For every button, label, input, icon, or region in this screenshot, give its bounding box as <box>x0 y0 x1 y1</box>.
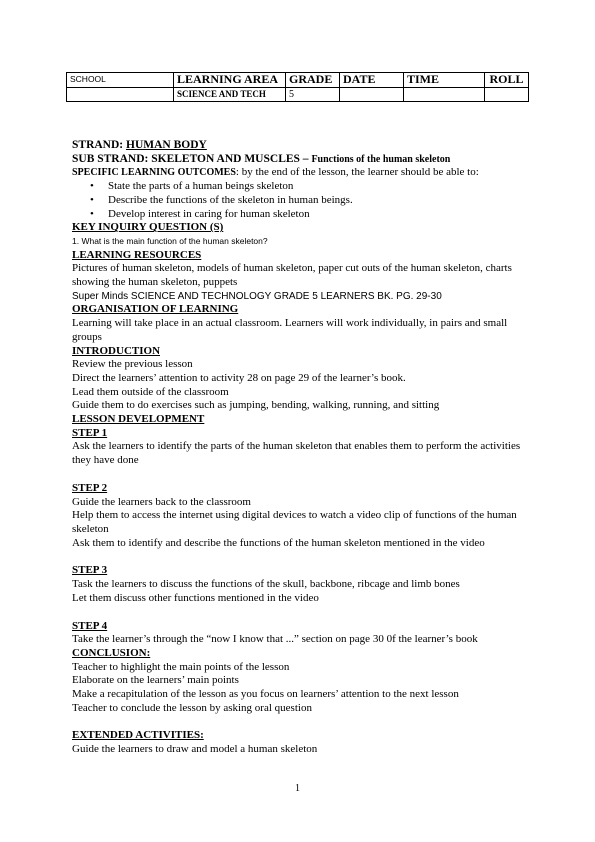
slo-item: • Develop interest in caring for human skeleton <box>108 208 532 222</box>
step-line: Task the learners to discuss the functions of the skull, backbone, ribcage and limb bones <box>72 578 460 591</box>
lesson-development-heading: LESSON DEVELOPMENT <box>72 413 205 426</box>
resources-heading: LEARNING RESOURCES <box>72 248 202 261</box>
step-4-title: STEP 4 <box>72 619 108 632</box>
strand-line <box>72 139 532 153</box>
header-table <box>66 72 529 102</box>
introduction-line: Direct the learners’ attention to activity 28 on page 29 of the learner’s book. <box>72 371 406 384</box>
grade-value: 5 <box>286 87 340 102</box>
key-inquiry-question: 1. What is the main function of the human skeleton? <box>72 235 268 246</box>
organisation-heading: ORGANISATION OF LEARNING <box>72 303 239 316</box>
roll-label: ROLL <box>485 73 529 88</box>
conclusion-line: Elaborate on the learners’ main points <box>72 674 239 687</box>
date-value-cell <box>340 87 404 102</box>
extended-text: Guide the learners to draw and model a human skeleton <box>72 743 318 756</box>
conclusion-line: Make a recapitulation of the lesson as you focus on learners’ attention to the next lesson <box>72 688 459 701</box>
step-line: Let them discuss other functions mentioned in the video <box>72 591 319 604</box>
introduction-line: Review the previous lesson <box>72 358 193 371</box>
slo-item: • Describe the functions of the skeleton in human beings. <box>108 194 532 208</box>
sub-strand-line <box>72 153 532 167</box>
sub-strand-value: Functions of the human skeleton <box>311 153 451 165</box>
conclusion-heading: CONCLUSION: <box>72 646 151 659</box>
time-label: TIME <box>404 73 485 88</box>
step-line: Take the learner’s through the “now I know that ...” section on page 30 0f the learner’s book <box>72 633 478 646</box>
resources-text: Pictures of human skeleton, models of human skeleton, paper cut outs of the human skeleton, charts showing the human skeleton, puppets <box>72 262 512 289</box>
step-line: Guide the learners back to the classroom <box>72 495 251 508</box>
step-1-title: STEP 1 <box>72 426 108 439</box>
step-3-title: STEP 3 <box>72 564 108 577</box>
step-line: Ask them to identify and describe the functions of the human skeleton mentioned in the video <box>72 536 485 549</box>
school-label: SCHOOL <box>67 73 174 88</box>
grade-label: GRADE <box>286 73 340 88</box>
key-inquiry-heading: KEY INQUIRY QUESTION (S) <box>72 221 224 234</box>
conclusion-line: Teacher to highlight the main points of the lesson <box>72 660 290 673</box>
strand-value: HUMAN BODY <box>126 139 207 151</box>
introduction-heading: INTRODUCTION <box>72 344 161 357</box>
step-2-title: STEP 2 <box>72 481 108 494</box>
lesson-plan-body <box>72 139 532 757</box>
date-label: DATE <box>340 73 404 88</box>
slo-item: • State the parts of a human beings skeleton <box>108 180 532 194</box>
time-value-cell <box>404 87 485 102</box>
strand-label: STRAND: <box>72 139 126 151</box>
conclusion-line: Teacher to conclude the lesson by asking oral question <box>72 701 312 714</box>
slo-intro: : by the end of the lesson, the learner should be able to: <box>235 166 479 179</box>
organisation-text: Learning will take place in an actual classroom. Learners will work individually, in pairs and small groups <box>72 317 508 343</box>
page-number: 1 <box>295 783 300 794</box>
extended-heading: EXTENDED ACTIVITIES: <box>72 729 204 742</box>
slo-label: SPECIFIC LEARNING OUTCOMES <box>72 167 236 179</box>
introduction-line: Guide them to do exercises such as jumping, bending, walking, running, and sitting <box>72 399 440 412</box>
introduction-line: Lead them outside of the classroom <box>72 385 229 398</box>
step-line: Help them to access the internet using digital devices to watch a video clip of functions of the human skeleton <box>72 509 517 535</box>
step-line: Ask the learners to identify the parts of the human skeleton that enables them to perform the activities they have done <box>72 440 521 467</box>
learning-area-label: LEARNING AREA <box>174 73 286 88</box>
resources-book: Super Minds SCIENCE AND TECHNOLOGY GRADE 5 LEARNERS BK. PG. 29-30 <box>72 290 442 302</box>
roll-value-cell <box>485 87 529 102</box>
learning-area-value: SCIENCE AND TECH <box>174 87 286 102</box>
sub-strand-label: SUB STRAND: SKELETON AND MUSCLES – <box>72 152 312 165</box>
school-value-cell <box>67 87 174 102</box>
slo-line <box>72 166 532 180</box>
slo-list <box>72 180 532 221</box>
